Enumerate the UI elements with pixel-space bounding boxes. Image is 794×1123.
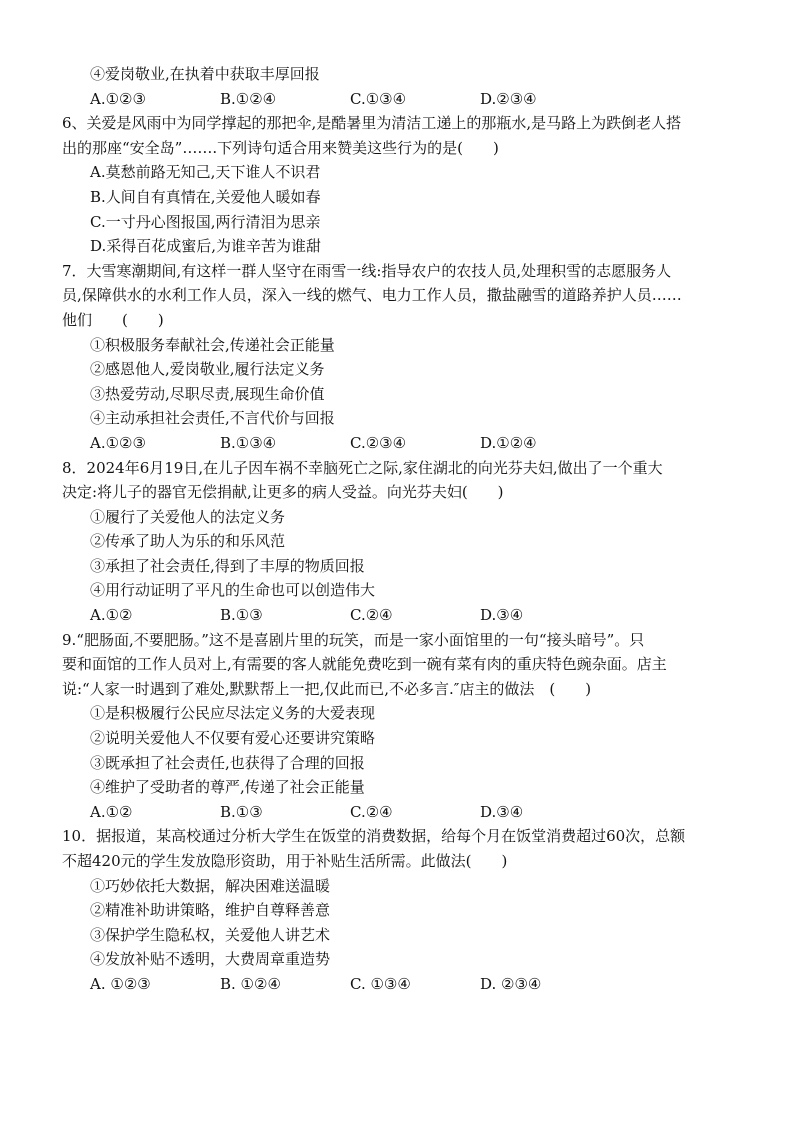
choice-c: C. ①③④	[350, 974, 411, 993]
q9-choices	[62, 800, 742, 825]
q8-choices	[62, 603, 742, 628]
q9-stem-line-3: 说:“人家一时遇到了难处,默默帮上一把,仅此而已,不必多言.″店主的做法 ( )	[62, 679, 592, 698]
q8-statement-1: ①履行了关爱他人的法定义务	[90, 507, 286, 526]
choice-a: A.①②③	[90, 433, 146, 452]
choice-b: B. ①②④	[220, 974, 281, 993]
q10-choices	[62, 972, 742, 997]
choice-b: B.①③④	[220, 433, 277, 452]
q9-statement-1: ①是积极履行公民应尽法定义务的大爱表现	[90, 704, 376, 723]
q6-stem-line-1: 6、关爱是风雨中为同学撑起的那把伞,是酷暑里为清洁工递上的那瓶水,是马路上为跌倒老人搭	[62, 114, 682, 133]
q7-statement-1: ①积极服务奉献社会,传递社会正能量	[90, 335, 335, 354]
choice-b: B.①③	[220, 606, 263, 625]
choice-c: C.②④	[350, 606, 393, 625]
q7-stem-line-3: 他们 ( )	[62, 310, 164, 329]
choice-d: D. ②③④	[480, 974, 542, 993]
q7-choices	[62, 431, 742, 456]
q9-stem-line-2: 要和面馆的工作人员对上,有需要的客人就能免费吃到一碗有菜有肉的重庆特色豌杂面。店主	[62, 655, 667, 674]
q6-option-c: C.一寸丹心图报国,两行清泪为思亲	[90, 212, 321, 231]
q10-statement-1: ①巧妙依托大数据，解决困难送温暖	[90, 876, 331, 895]
q8-stem-line-1: 8．2024年6月19日,在儿子因车祸不幸脑死亡之际,家住湖北的向光芬夫妇,做出了一个重大	[62, 458, 663, 477]
choice-d: D.②③④	[480, 89, 537, 108]
choice-a: A.①②	[90, 606, 133, 625]
q7-statement-3: ③热爱劳动,尽职尽责,展现生命价值	[90, 384, 325, 403]
choice-a: A. ①②③	[90, 974, 151, 993]
q6-option-d: D.采得百花成蜜后,为谁辛苦为谁甜	[90, 237, 322, 256]
q10-statement-4: ④发放补贴不透明，大费周章重造势	[90, 950, 331, 969]
q9-statement-2: ②说明关爱他人不仅要有爱心还要讲究策略	[90, 729, 376, 748]
choice-c: C.②④	[350, 802, 393, 821]
q7-statement-4: ④主动承担社会责任,不言代价与回报	[90, 409, 335, 428]
choice-b: B.①②④	[220, 89, 277, 108]
choice-b: B.①③	[220, 802, 263, 821]
choice-c: C.②③④	[350, 433, 407, 452]
q8-stem-line-2: 决定:将儿子的器官无偿捐献,让更多的病人受益。向光芬夫妇( )	[62, 483, 504, 502]
prev-choices	[62, 87, 742, 112]
choice-d: D.③④	[480, 802, 524, 821]
q10-stem-line-2: 不超420元的学生发放隐形资助，用于补贴生活所需。此做法( )	[62, 852, 508, 870]
q8-statement-2: ②传承了助人为乐的和乐风范	[90, 532, 286, 551]
q10-statement-2: ②精准补助讲策略，维护自尊释善意	[90, 901, 331, 920]
q7-stem-line-2: 员,保障供水的水利工作人员，深入一线的燃气、电力工作人员，撒盐融雪的道路养护人员……	[62, 286, 682, 305]
q7-stem-line-1: 7．大雪寒潮期间,有这样一群人坚守在雨雪一线:指导农户的农技人员,处理积雪的志愿服务人	[62, 261, 672, 280]
q10-statement-3: ③保护学生隐私权，关爱他人讲艺术	[90, 925, 331, 944]
choice-d: D.③④	[480, 606, 524, 625]
q6-option-a: A.莫愁前路无知己,天下谁人不识君	[90, 163, 321, 182]
choice-a: A.①②③	[90, 89, 146, 108]
q9-stem-line-1: 9.“肥肠面,不要肥肠。”这不是喜剧片里的玩笑，而是一家小面馆里的一句“接头暗号”。只	[62, 630, 645, 649]
choice-c: C.①③④	[350, 89, 407, 108]
q7-statement-2: ②感恩他人,爱岗敬业,履行法定义务	[90, 360, 325, 379]
q6-stem-line-2: 出的那座“安全岛”…….下列诗句适合用来赞美这些行为的是( )	[62, 138, 499, 157]
q8-statement-3: ③承担了社会责任,得到了丰厚的物质回报	[90, 556, 365, 575]
q8-statement-4: ④用行动证明了平凡的生命也可以创造伟大	[90, 581, 376, 600]
q9-statement-4: ④维护了受助者的尊严,传递了社会正能量	[90, 778, 365, 797]
choice-d: D.①②④	[480, 433, 537, 452]
choice-a: A.①②	[90, 802, 133, 821]
prev-option-4: ④爱岗敬业,在执着中获取丰厚回报	[90, 65, 320, 83]
q9-statement-3: ③既承担了社会责任,也获得了合理的回报	[90, 753, 365, 772]
q6-option-b: B.人间自有真情在,关爱他人暖如春	[90, 187, 321, 206]
q10-stem-line-1: 10．据报道，某高校通过分析大学生在饭堂的消费数据，给每个月在饭堂消费超过60次，总额	[62, 827, 686, 846]
